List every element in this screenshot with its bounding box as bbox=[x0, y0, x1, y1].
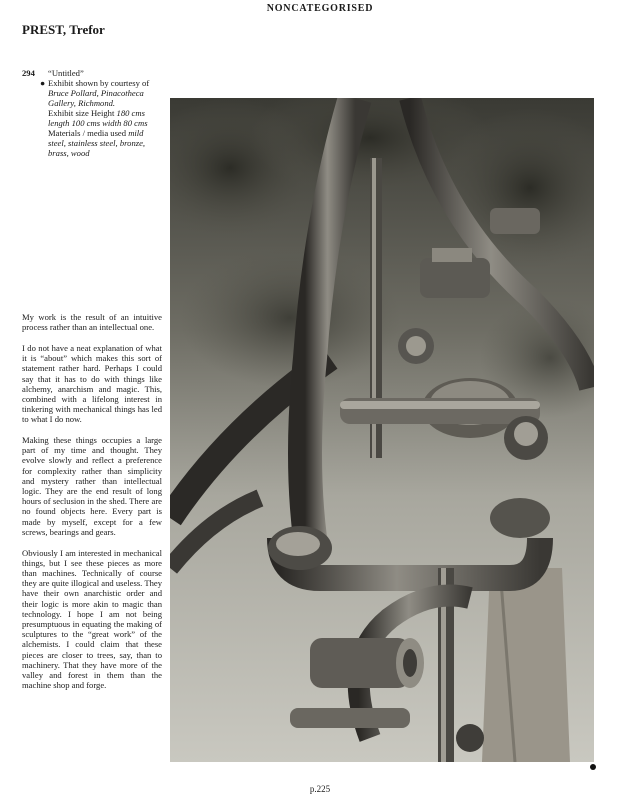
artist-name: PREST, Trefor bbox=[22, 22, 105, 37]
sculpture-photograph bbox=[170, 98, 594, 762]
exhibit-entry bbox=[22, 68, 162, 158]
materials-label: Materials / media used bbox=[48, 128, 127, 138]
statement-paragraph: My work is the result of an intuitive process rather than an intellectual one. bbox=[22, 312, 162, 333]
exhibit-number: 294 bbox=[22, 68, 35, 78]
materials-line bbox=[48, 128, 162, 158]
exhibit-title: “Untitled” bbox=[48, 68, 84, 78]
size-value: 180 cms length 100 cms width 80 cms bbox=[48, 108, 148, 128]
statement-paragraph: I do not have a neat explanation of what it is “about” which makes this sort of statement rather hard. Perhaps I could say that it has to do with things like alchemy, anarchism and magic. This, combined with a lifelong interest in tinkering with mechanical things has led to what I do now. bbox=[22, 342, 162, 425]
bullet-icon: ● bbox=[40, 78, 46, 88]
section-header: NONCATEGORISED bbox=[266, 3, 374, 14]
end-bullet-icon bbox=[590, 764, 596, 770]
artist-statement bbox=[22, 312, 162, 701]
courtesy-label: Exhibit shown by courtesy of bbox=[48, 78, 150, 88]
courtesy-line bbox=[48, 78, 162, 108]
statement-paragraph: Obviously I am interested in mechanical things, but I see these pieces as more than machines. Technically of course they are quite illogical and useless. They have their own anarchistic order and their logic is more akin to magic than technology. I hope I am not being presumptuous in equating the making of sculptures to the “great work” of the alchemists. I could claim that these pieces are closer to trees, say, than to machinery. That they have more of the valley and forest in them than the machine shop and forge. bbox=[22, 547, 162, 691]
materials-value: mild steel, stainless steel, bronze, brass, wood bbox=[48, 128, 146, 158]
size-label: Exhibit size Height bbox=[48, 108, 115, 118]
size-line bbox=[48, 108, 162, 128]
page-number: p.225 bbox=[309, 784, 331, 794]
courtesy-source: Bruce Pollard, Pinacotheca Gallery, Richmond. bbox=[48, 88, 144, 108]
statement-paragraph: Making these things occupies a large part of my time and thought. They evolve slowly and reflect a preference for complexity rather than simplicity and mystery rather than intellectual logic. They are the end result of long hours of seclusion in the shed. There are no found objects here. Every part is made by myself, except for a few screws, bearings and gears. bbox=[22, 435, 162, 537]
